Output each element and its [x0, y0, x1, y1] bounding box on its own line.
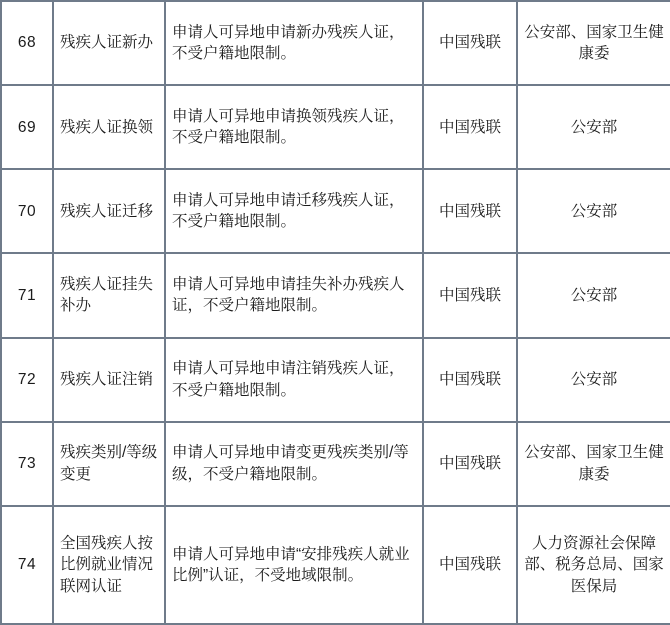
row-number: 74	[1, 506, 53, 624]
row-number: 68	[1, 1, 53, 85]
table-row	[1, 85, 670, 169]
row-lead-organization: 中国残联	[423, 422, 517, 506]
table-row	[1, 506, 670, 624]
row-description: 申请人可异地申请新办残疾人证，不受户籍地限制。	[165, 1, 423, 85]
row-item-name: 残疾人证新办	[53, 1, 165, 85]
row-supporting-departments: 公安部	[517, 253, 670, 337]
row-lead-organization: 中国残联	[423, 506, 517, 624]
row-supporting-departments: 公安部	[517, 169, 670, 253]
row-supporting-departments: 公安部、国家卫生健康委	[517, 1, 670, 85]
row-item-name: 全国残疾人按比例就业情况联网认证	[53, 506, 165, 624]
row-number: 69	[1, 85, 53, 169]
row-description: 申请人可异地申请换领残疾人证，不受户籍地限制。	[165, 85, 423, 169]
table-row	[1, 1, 670, 85]
row-description: 申请人可异地申请“安排残疾人就业比例”认证，不受地域限制。	[165, 506, 423, 624]
row-lead-organization: 中国残联	[423, 338, 517, 422]
row-description: 申请人可异地申请变更残疾类别/等级，不受户籍地限制。	[165, 422, 423, 506]
row-number: 71	[1, 253, 53, 337]
row-number: 73	[1, 422, 53, 506]
row-lead-organization: 中国残联	[423, 85, 517, 169]
row-item-name: 残疾人证注销	[53, 338, 165, 422]
row-lead-organization: 中国残联	[423, 253, 517, 337]
table-row	[1, 169, 670, 253]
table-body	[1, 1, 670, 624]
row-item-name: 残疾人证迁移	[53, 169, 165, 253]
row-supporting-departments: 公安部	[517, 85, 670, 169]
row-number: 72	[1, 338, 53, 422]
row-item-name: 残疾类别/等级变更	[53, 422, 165, 506]
row-description: 申请人可异地申请挂失补办残疾人证，不受户籍地限制。	[165, 253, 423, 337]
row-description: 申请人可异地申请迁移残疾人证，不受户籍地限制。	[165, 169, 423, 253]
row-description: 申请人可异地申请注销残疾人证，不受户籍地限制。	[165, 338, 423, 422]
row-supporting-departments: 公安部	[517, 338, 670, 422]
row-number: 70	[1, 169, 53, 253]
row-lead-organization: 中国残联	[423, 1, 517, 85]
row-item-name: 残疾人证换领	[53, 85, 165, 169]
row-lead-organization: 中国残联	[423, 169, 517, 253]
table-row	[1, 253, 670, 337]
table-row	[1, 422, 670, 506]
row-item-name: 残疾人证挂失补办	[53, 253, 165, 337]
row-supporting-departments: 公安部、国家卫生健康委	[517, 422, 670, 506]
row-supporting-departments: 人力资源社会保障部、税务总局、国家医保局	[517, 506, 670, 624]
table-row	[1, 338, 670, 422]
